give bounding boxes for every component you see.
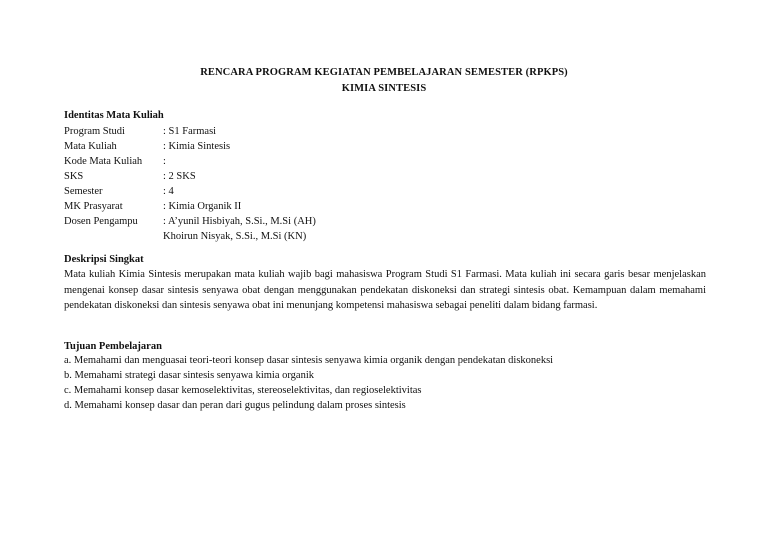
- identitas-label: Dosen Pengampu: [64, 216, 138, 227]
- identitas-value: : Kimia Organik II: [163, 201, 242, 212]
- tujuan-item: b. Memahami strategi dasar sintesis senyawa kimia organik: [64, 370, 314, 381]
- deskripsi-heading: Deskripsi Singkat: [64, 254, 144, 265]
- identitas-label: Semester: [64, 186, 103, 197]
- identitas-label: SKS: [64, 171, 84, 182]
- identitas-value: : Kimia Sintesis: [163, 141, 231, 152]
- tujuan-item: d. Memahami konsep dasar dan peran dari gugus pelindung dalam proses sintesis: [64, 400, 406, 411]
- identitas-value: : 2 SKS: [163, 171, 196, 182]
- tujuan-item: a. Memahami dan menguasai teori-teori konsep dasar sintesis senyawa kimia organik dengan pendekatan diskoneksi: [64, 355, 554, 366]
- document-subtitle: KIMIA SINTESIS: [341, 83, 427, 94]
- identitas-label: Kode Mata Kuliah: [64, 156, 143, 167]
- document-title: RENCARA PROGRAM KEGIATAN PEMBELAJARAN SEMESTER (RPKPS): [200, 67, 568, 78]
- identitas-label: Mata Kuliah: [64, 141, 117, 152]
- identitas-value: : 4: [163, 186, 174, 197]
- identitas-value: : S1 Farmasi: [163, 126, 217, 137]
- identitas-value: Khoirun Nisyak, S.Si., M.Si (KN): [163, 231, 307, 242]
- identitas-label: MK Prasyarat: [64, 201, 123, 212]
- tujuan-heading: Tujuan Pembelajaran: [64, 341, 162, 352]
- identitas-heading: Identitas Mata Kuliah: [64, 110, 164, 121]
- identitas-value: :: [163, 156, 166, 167]
- deskripsi-paragraph: Mata kuliah Kimia Sintesis merupakan mata kuliah wajib bagi mahasiswa Program Studi S1 Farmasi. Mata kuliah ini secara garis besar menjelaskan mengenai konsep dasar sintesis senyawa obat dengan menggunakan pendekatan diskoneksi dan strategi sintesis obat. Kemampuan dalam memahami pendekatan diskoneksi dan sintesis senyawa obat ini menunjang kompetensi mahasiswa sebagai peneliti dalam bidang farmasi.: [64, 269, 706, 312]
- identitas-value: : A’yunil Hisbiyah, S.Si., M.Si (AH): [163, 216, 316, 227]
- tujuan-item: c. Memahami konsep dasar kemoselektivitas, stereoselektivitas, dan regioselektivitas: [64, 385, 422, 396]
- identitas-label: Program Studi: [64, 126, 125, 137]
